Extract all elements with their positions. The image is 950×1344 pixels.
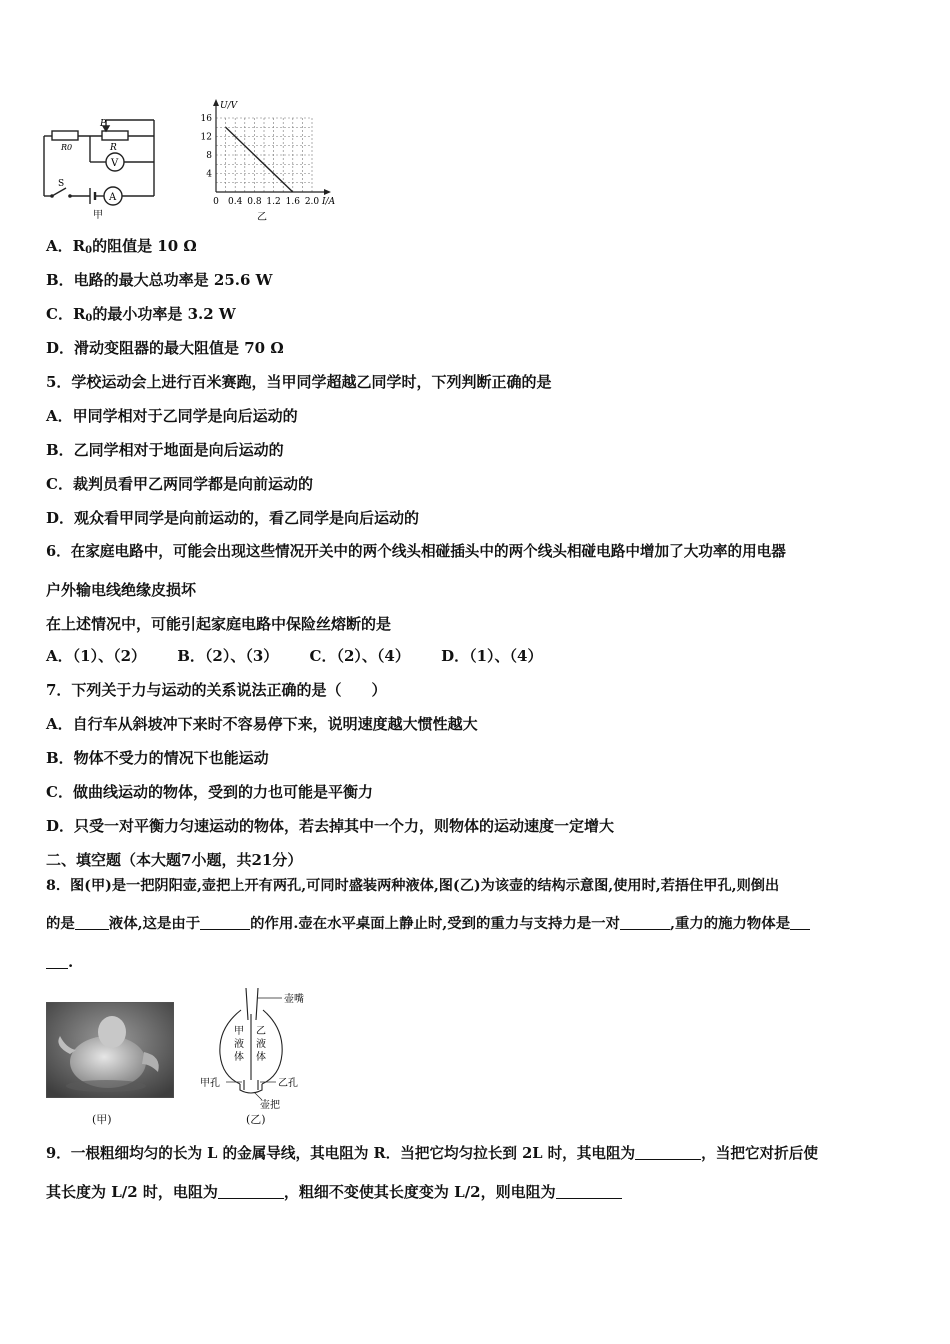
u-i-chart bbox=[188, 96, 348, 226]
q6-stem-line3: 在上述情况中，可能引起家庭电路中保险丝熔断的是 bbox=[46, 615, 392, 633]
y-tick-label: 16 bbox=[200, 114, 212, 124]
switch-label: S bbox=[58, 179, 65, 189]
q7-option-d[interactable]: D．只受一对平衡力匀速运动的物体，若去掉其中一个力，则物体的运动速度一定增大 bbox=[46, 817, 615, 835]
q6-stem-line1: 6．在家庭电路中，可能会出现这些情况开关中的两个线头相碰插头中的两个线头相碰电路中增加了大功率的用电器 bbox=[46, 543, 786, 560]
q6-option-b[interactable]: B．（2）、（3） bbox=[177, 647, 279, 665]
handle-label: 壶把 bbox=[260, 1100, 280, 1111]
r-label: R bbox=[110, 143, 117, 153]
yi-liquid-label: 乙 液 体 bbox=[256, 1026, 266, 1063]
q8-figure-yi-caption: (乙) bbox=[246, 1113, 266, 1126]
jia-liquid-label: 甲 液 体 bbox=[234, 1026, 244, 1063]
slider-p-label: P bbox=[100, 119, 107, 129]
q9-stem-line1: 9．一根粗细均匀的长为 L 的金属导线，其电阻为 R．当把它均匀拉长到 2L 时，其电阻为 ，当把它对折后使 bbox=[46, 1145, 818, 1162]
q9-stem-line2: 其长度为 L/2 时，电阻为 ，粗细不变使其长度变为 L/2，则电阻为 bbox=[46, 1182, 622, 1202]
teapot-photo bbox=[46, 1002, 174, 1098]
q8-blank-3[interactable] bbox=[620, 915, 670, 930]
x-axis-label: I/A bbox=[322, 197, 336, 207]
q6-option-d[interactable]: D．（1）、（4） bbox=[441, 647, 543, 665]
q5-stem: 5．学校运动会上进行百米赛跑，当甲同学超越乙同学时，下列判断正确的是 bbox=[46, 373, 552, 391]
y-tick-label: 8 bbox=[206, 151, 212, 161]
q4-option-a[interactable]: A．$R_0$的阻值是 10 Ω bbox=[46, 237, 197, 256]
y-axis-label: U/V bbox=[220, 101, 238, 111]
q8-blank-4b[interactable] bbox=[46, 954, 68, 969]
q7-option-b[interactable]: B．物体不受力的情况下也能运动 bbox=[46, 749, 269, 767]
x-tick-label: 0.4 bbox=[228, 197, 243, 207]
x-tick-label: 0.8 bbox=[247, 197, 262, 207]
q7-option-c[interactable]: C．做曲线运动的物体，受到的力也可能是平衡力 bbox=[46, 783, 373, 801]
y-tick-label: 4 bbox=[206, 169, 212, 180]
q9-blank-2[interactable] bbox=[218, 1184, 284, 1199]
q5-option-c[interactable]: C．裁判员看甲乙两同学都是向前运动的 bbox=[46, 475, 313, 493]
q6-option-c[interactable]: C．（2）、（4） bbox=[309, 647, 410, 665]
q4-option-b[interactable]: B．电路的最大总功率是 25.6 W bbox=[46, 271, 273, 289]
x-tick-label: 0 bbox=[213, 197, 219, 207]
q5-option-d[interactable]: D．观众看甲同学是向前运动的，看乙同学是向后运动的 bbox=[46, 509, 420, 527]
q5-option-a[interactable]: A．甲同学相对于乙同学是向后运动的 bbox=[46, 407, 298, 425]
teapot-structure-diagram bbox=[196, 984, 326, 1116]
figure-jia-caption: 甲 bbox=[93, 210, 103, 221]
figure-yi-caption: 乙 bbox=[257, 212, 267, 223]
q8-figure-jia-caption: (甲) bbox=[92, 1113, 112, 1126]
spout-label: 壶嘴 bbox=[284, 994, 304, 1005]
q7-option-a[interactable]: A．自行车从斜坡冲下来时不容易停下来，说明速度越大惯性越大 bbox=[46, 715, 478, 733]
q4-option-d[interactable]: D．滑动变阻器的最大阻值是 70 Ω bbox=[46, 339, 284, 357]
section-2-heading: 二、填空题（本大题7小题，共21分） bbox=[46, 851, 303, 869]
q8-stem-line3: . bbox=[46, 952, 73, 972]
x-tick-label: 2.0 bbox=[304, 197, 320, 207]
q8-blank-1[interactable] bbox=[75, 915, 109, 930]
y-tick-label: 12 bbox=[200, 132, 212, 143]
voltmeter-label: V bbox=[111, 158, 119, 169]
q6-options bbox=[46, 646, 569, 666]
q8-stem-line1: 8．图(甲)是一把阴阳壶,壶把上开有两孔,可同时盛装两种液体,图(乙)为该壶的结构示意图,使用时,若捂住甲孔,则倒出 bbox=[46, 878, 780, 894]
q7-stem: 7．下列关于力与运动的关系说法正确的是（ ） bbox=[46, 681, 387, 699]
ammeter-label: A bbox=[109, 192, 117, 203]
x-tick-label: 1.6 bbox=[285, 197, 300, 207]
q8-stem-line2: 的是 液体,这是由于 的作用.壶在水平桌面上静止时,受到的重力与支持力是一对 ,重力的施力物体是 bbox=[46, 914, 810, 934]
yi-hole-label: 乙孔 bbox=[278, 1078, 298, 1089]
q9-blank-1[interactable] bbox=[635, 1145, 701, 1160]
jia-hole-label: 甲孔 bbox=[200, 1078, 220, 1089]
q4-option-c[interactable]: C．$R_0$的最小功率是 3.2 W bbox=[46, 305, 236, 324]
circuit-diagram bbox=[38, 112, 168, 224]
q8-blank-2[interactable] bbox=[200, 915, 250, 930]
q8-blank-4a[interactable] bbox=[790, 915, 810, 930]
q5-option-b[interactable]: B．乙同学相对于地面是向后运动的 bbox=[46, 441, 284, 459]
data-series-line bbox=[226, 127, 293, 192]
q9-blank-3[interactable] bbox=[556, 1184, 622, 1199]
q6-option-a[interactable]: A．（1）、（2） bbox=[46, 647, 147, 665]
q6-stem-line2: 户外输电线绝缘皮损坏 bbox=[46, 581, 197, 599]
r0-label: R0 bbox=[61, 143, 73, 152]
x-tick-label: 1.2 bbox=[266, 197, 281, 207]
